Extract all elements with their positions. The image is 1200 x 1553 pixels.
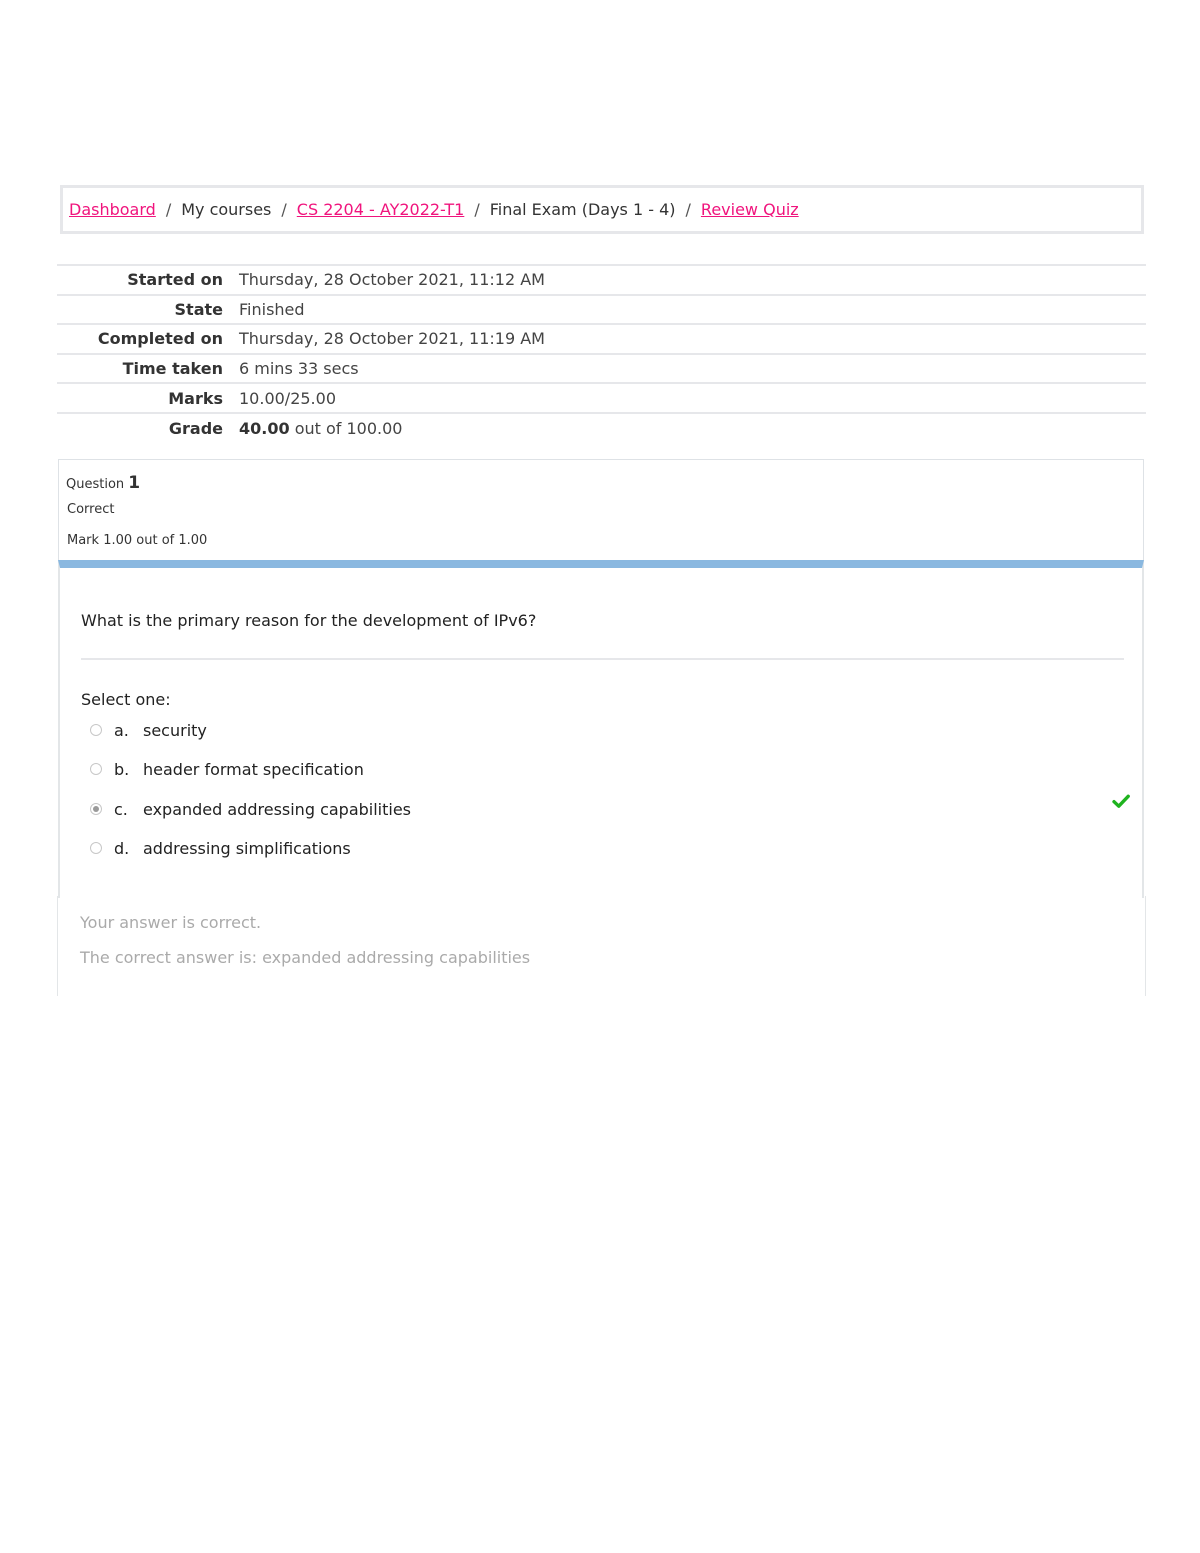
breadcrumb-review-link[interactable]: Review Quiz <box>700 200 799 219</box>
grade-label: Grade <box>168 418 223 438</box>
radio-button[interactable] <box>90 724 102 736</box>
state-label: State <box>174 299 223 319</box>
question-divider <box>81 658 1124 660</box>
summary-row-started <box>57 265 1146 295</box>
breadcrumb-separator: / <box>165 200 172 219</box>
question-number <box>66 473 140 493</box>
started-value: Thursday, 28 October 2021, 11:12 AM <box>239 270 545 290</box>
quiz-summary-table <box>57 264 1146 443</box>
question-state: Correct <box>67 502 115 517</box>
question-info <box>58 459 1144 562</box>
question-label: Question <box>66 477 125 492</box>
summary-row-grade <box>57 413 1146 443</box>
grade-value <box>239 413 1146 443</box>
breadcrumb <box>60 185 1144 234</box>
started-label: Started on <box>127 270 223 290</box>
answer-option-d[interactable] <box>90 837 1130 859</box>
answer-prompt: Select one: <box>81 690 171 709</box>
breadcrumb-my-courses: My courses <box>181 200 272 219</box>
radio-button[interactable] <box>90 842 102 854</box>
summary-row-marks <box>57 383 1146 413</box>
marks-value: 10.00/25.00 <box>239 388 336 408</box>
radio-button[interactable] <box>90 763 102 775</box>
breadcrumb-dashboard-link[interactable]: Dashboard <box>69 200 156 219</box>
question-text: What is the primary reason for the development of IPv6? <box>81 611 537 630</box>
time-taken-label: Time taken <box>122 359 223 379</box>
question-number-value: 1 <box>128 473 141 493</box>
check-icon <box>1112 792 1130 810</box>
option-text: addressing simplifications <box>143 838 351 858</box>
option-letter: c. <box>114 799 128 819</box>
summary-row-time <box>57 354 1146 384</box>
completed-value: Thursday, 28 October 2021, 11:19 AM <box>239 329 545 349</box>
grade-suffix: out of 100.00 <box>294 418 403 438</box>
summary-row-completed <box>57 324 1146 354</box>
correct-answer-text: The correct answer is: expanded addressing capabilities <box>80 948 531 967</box>
option-letter: d. <box>114 838 130 858</box>
breadcrumb-course-link[interactable]: CS 2204 - AY2022-T1 <box>296 200 465 219</box>
breadcrumb-exam: Final Exam (Days 1 - 4) <box>489 200 676 219</box>
option-text: security <box>143 720 207 740</box>
question-outcome <box>57 896 1146 996</box>
grade-score: 40.00 <box>239 418 290 438</box>
answer-option-c[interactable] <box>90 798 1130 820</box>
option-text: expanded addressing capabilities <box>143 799 412 819</box>
marks-label: Marks <box>168 388 223 408</box>
question-formulation <box>58 560 1144 898</box>
breadcrumb-separator: / <box>474 200 480 219</box>
breadcrumb-separator: / <box>685 200 691 219</box>
answer-feedback: Your answer is correct. <box>80 913 262 932</box>
summary-row-state <box>57 295 1146 325</box>
answer-option-b[interactable] <box>90 758 1130 780</box>
time-taken-value: 6 mins 33 secs <box>239 359 359 379</box>
state-value: Finished <box>239 299 305 319</box>
option-text: header format specification <box>143 759 364 779</box>
answer-option-a[interactable] <box>90 719 1130 741</box>
radio-button-selected[interactable] <box>90 803 102 815</box>
option-letter: b. <box>114 759 130 779</box>
option-letter: a. <box>114 720 129 740</box>
question-mark: Mark 1.00 out of 1.00 <box>67 533 208 548</box>
breadcrumb-separator: / <box>281 200 287 219</box>
completed-label: Completed on <box>97 329 223 349</box>
